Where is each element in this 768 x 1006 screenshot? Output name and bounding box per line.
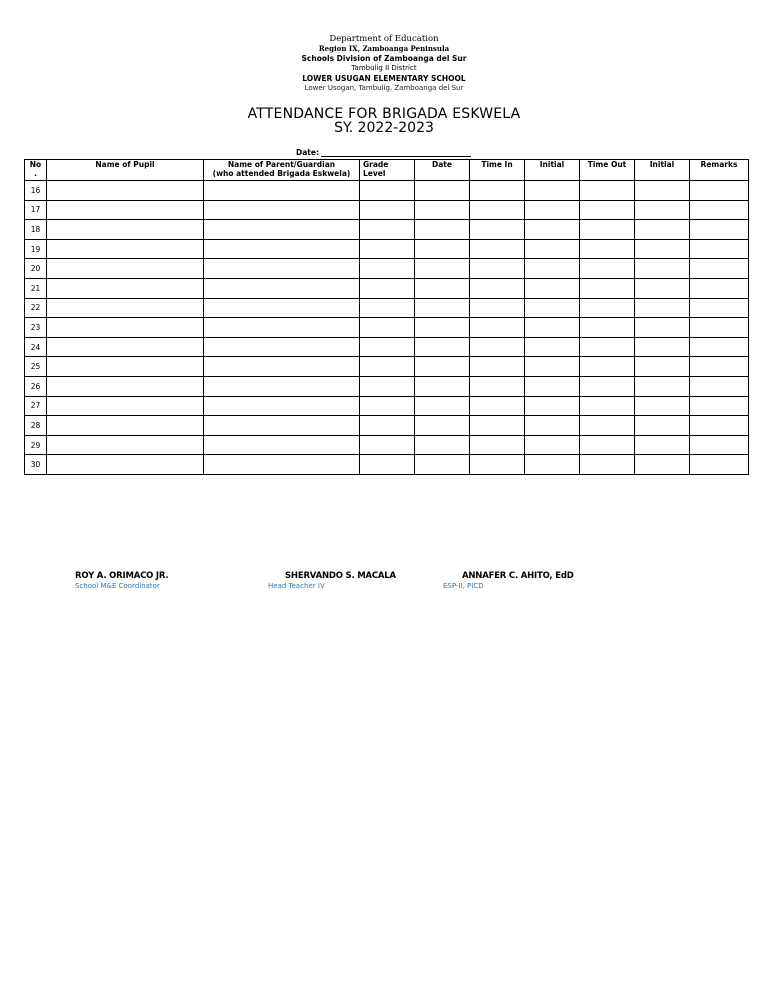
row-number: 29 xyxy=(25,435,47,455)
table-row xyxy=(25,455,749,475)
initial-in-cell xyxy=(525,181,580,201)
header-district: Tambulig II District xyxy=(351,64,417,72)
table-row xyxy=(25,239,749,259)
remarks-cell xyxy=(690,416,749,436)
col-header-grade-level: Grade Level xyxy=(360,160,415,181)
table-row xyxy=(25,181,749,201)
remarks-cell xyxy=(690,318,749,338)
row-number: 30 xyxy=(25,455,47,475)
parent-name-cell xyxy=(204,337,360,357)
date-cell xyxy=(415,220,470,240)
parent-name-cell xyxy=(204,278,360,298)
document-title: ATTENDANCE FOR BRIGADA ESKWELA xyxy=(247,106,521,122)
row-number: 22 xyxy=(25,298,47,318)
grade-level-cell xyxy=(360,357,415,377)
row-number: 21 xyxy=(25,278,47,298)
date-cell xyxy=(415,357,470,377)
time-out-cell xyxy=(580,376,635,396)
time-in-cell xyxy=(470,220,525,240)
initial-in-cell xyxy=(525,337,580,357)
date-cell xyxy=(415,455,470,475)
initial-in-cell xyxy=(525,318,580,338)
time-in-cell xyxy=(470,181,525,201)
remarks-cell xyxy=(690,298,749,318)
col-header-pupil: Name of Pupil xyxy=(47,160,204,181)
pupil-name-cell xyxy=(47,259,204,279)
pupil-name-cell xyxy=(47,416,204,436)
time-in-cell xyxy=(470,396,525,416)
header-department: Department of Education xyxy=(329,34,439,44)
remarks-cell xyxy=(690,455,749,475)
initial-in-cell xyxy=(525,376,580,396)
initial-out-cell xyxy=(635,318,690,338)
time-in-cell xyxy=(470,318,525,338)
time-in-cell xyxy=(470,416,525,436)
initial-out-cell xyxy=(635,200,690,220)
pupil-name-cell xyxy=(47,278,204,298)
parent-name-cell xyxy=(204,376,360,396)
table-row xyxy=(25,298,749,318)
grade-level-cell xyxy=(360,259,415,279)
remarks-cell xyxy=(690,357,749,377)
date-cell xyxy=(415,318,470,338)
initial-out-cell xyxy=(635,220,690,240)
time-in-cell xyxy=(470,337,525,357)
header-region: Region IX, Zamboanga Peninsula xyxy=(318,44,450,53)
grade-level-cell xyxy=(360,239,415,259)
initial-out-cell xyxy=(635,181,690,201)
col-header-remarks: Remarks xyxy=(690,160,749,181)
pupil-name-cell xyxy=(47,376,204,396)
time-out-cell xyxy=(580,357,635,377)
attendance-table xyxy=(24,159,749,475)
initial-out-cell xyxy=(635,259,690,279)
table-header-row xyxy=(25,160,749,181)
col-header-parent: Name of Parent/Guardian (who attended Brigada Eskwela) xyxy=(204,160,360,181)
pupil-name-cell xyxy=(47,239,204,259)
table-row xyxy=(25,376,749,396)
initial-out-cell xyxy=(635,435,690,455)
row-number: 19 xyxy=(25,239,47,259)
remarks-cell xyxy=(690,181,749,201)
col-header-initial-out: Initial xyxy=(635,160,690,181)
grade-level-cell xyxy=(360,278,415,298)
initial-in-cell xyxy=(525,416,580,436)
initial-in-cell xyxy=(525,455,580,475)
time-out-cell xyxy=(580,416,635,436)
pupil-name-cell xyxy=(47,435,204,455)
remarks-cell xyxy=(690,396,749,416)
initial-out-cell xyxy=(635,239,690,259)
pupil-name-cell xyxy=(47,220,204,240)
signatory-1 xyxy=(75,572,168,590)
row-number: 18 xyxy=(25,220,47,240)
time-out-cell xyxy=(580,278,635,298)
time-in-cell xyxy=(470,200,525,220)
remarks-cell xyxy=(690,220,749,240)
row-number: 16 xyxy=(25,181,47,201)
parent-name-cell xyxy=(204,357,360,377)
pupil-name-cell xyxy=(47,181,204,201)
initial-in-cell xyxy=(525,200,580,220)
pupil-name-cell xyxy=(47,298,204,318)
time-in-cell xyxy=(470,376,525,396)
time-out-cell xyxy=(580,220,635,240)
table-row xyxy=(25,357,749,377)
signatory-3-name: ANNAFER C. AHITO, EdD xyxy=(462,571,574,581)
date-cell xyxy=(415,337,470,357)
date-field xyxy=(296,148,471,157)
time-in-cell xyxy=(470,435,525,455)
time-in-cell xyxy=(470,298,525,318)
time-out-cell xyxy=(580,181,635,201)
initial-in-cell xyxy=(525,220,580,240)
parent-name-cell xyxy=(204,181,360,201)
header-address: Lower Usogan, Tambulig, Zamboanga del Sur xyxy=(304,84,464,92)
initial-in-cell xyxy=(525,357,580,377)
initial-in-cell xyxy=(525,396,580,416)
time-out-cell xyxy=(580,435,635,455)
time-out-cell xyxy=(580,239,635,259)
table-row xyxy=(25,396,749,416)
row-number: 23 xyxy=(25,318,47,338)
row-number: 20 xyxy=(25,259,47,279)
initial-out-cell xyxy=(635,278,690,298)
date-cell xyxy=(415,396,470,416)
grade-level-cell xyxy=(360,455,415,475)
parent-name-cell xyxy=(204,396,360,416)
signatory-1-name: ROY A. ORIMACO JR. xyxy=(75,571,169,581)
initial-out-cell xyxy=(635,396,690,416)
row-number: 28 xyxy=(25,416,47,436)
initial-in-cell xyxy=(525,298,580,318)
school-year: SY. 2022-2023 xyxy=(334,120,434,136)
time-out-cell xyxy=(580,337,635,357)
pupil-name-cell xyxy=(47,396,204,416)
table-row xyxy=(25,435,749,455)
pupil-name-cell xyxy=(47,200,204,220)
parent-name-cell xyxy=(204,200,360,220)
signatory-2-name: SHERVANDO S. MACALA xyxy=(285,571,396,581)
initial-out-cell xyxy=(635,357,690,377)
initial-out-cell xyxy=(635,416,690,436)
date-cell xyxy=(415,298,470,318)
parent-name-cell xyxy=(204,416,360,436)
grade-level-cell xyxy=(360,337,415,357)
date-cell xyxy=(415,278,470,298)
parent-name-cell xyxy=(204,239,360,259)
date-cell xyxy=(415,239,470,259)
col-header-time-in: Time In xyxy=(470,160,525,181)
pupil-name-cell xyxy=(47,455,204,475)
row-number: 26 xyxy=(25,376,47,396)
row-number: 24 xyxy=(25,337,47,357)
time-out-cell xyxy=(580,259,635,279)
time-out-cell xyxy=(580,455,635,475)
header-school: LOWER USUGAN ELEMENTARY SCHOOL xyxy=(302,74,466,83)
remarks-cell xyxy=(690,435,749,455)
signatory-3 xyxy=(443,572,574,590)
time-out-cell xyxy=(580,200,635,220)
remarks-cell xyxy=(690,259,749,279)
grade-level-cell xyxy=(360,376,415,396)
parent-name-cell xyxy=(204,298,360,318)
initial-out-cell xyxy=(635,455,690,475)
grade-level-cell xyxy=(360,416,415,436)
signatory-2-role: Head Teacher IV xyxy=(268,581,325,590)
col-header-date: Date xyxy=(415,160,470,181)
table-row xyxy=(25,220,749,240)
grade-level-cell xyxy=(360,318,415,338)
table-row xyxy=(25,416,749,436)
parent-name-cell xyxy=(204,259,360,279)
parent-name-cell xyxy=(204,318,360,338)
grade-level-cell xyxy=(360,298,415,318)
time-in-cell xyxy=(470,455,525,475)
initial-out-cell xyxy=(635,298,690,318)
pupil-name-cell xyxy=(47,318,204,338)
initial-out-cell xyxy=(635,337,690,357)
row-number: 27 xyxy=(25,396,47,416)
date-cell xyxy=(415,416,470,436)
grade-level-cell xyxy=(360,181,415,201)
initial-in-cell xyxy=(525,278,580,298)
remarks-cell xyxy=(690,239,749,259)
table-row xyxy=(25,318,749,338)
remarks-cell xyxy=(690,376,749,396)
time-out-cell xyxy=(580,298,635,318)
signatory-1-role: School M&E Coordinator xyxy=(75,581,160,590)
date-cell xyxy=(415,259,470,279)
grade-level-cell xyxy=(360,200,415,220)
time-out-cell xyxy=(580,396,635,416)
grade-level-cell xyxy=(360,396,415,416)
date-label: Date: xyxy=(296,148,319,157)
pupil-name-cell xyxy=(47,337,204,357)
time-in-cell xyxy=(470,239,525,259)
grade-level-cell xyxy=(360,220,415,240)
signatory-3-role: ESP-II, PICD xyxy=(443,581,484,590)
grade-level-cell xyxy=(360,435,415,455)
time-in-cell xyxy=(470,278,525,298)
col-header-no: No . xyxy=(25,160,47,181)
signatory-2 xyxy=(268,572,396,590)
parent-name-cell xyxy=(204,220,360,240)
remarks-cell xyxy=(690,337,749,357)
date-cell xyxy=(415,200,470,220)
pupil-name-cell xyxy=(47,357,204,377)
table-row xyxy=(25,259,749,279)
table-row xyxy=(25,200,749,220)
initial-out-cell xyxy=(635,376,690,396)
table-row xyxy=(25,278,749,298)
header-division: Schools Division of Zamboanga del Sur xyxy=(301,54,467,63)
parent-name-cell xyxy=(204,435,360,455)
time-in-cell xyxy=(470,259,525,279)
col-header-time-out: Time Out xyxy=(580,160,635,181)
col-header-initial-in: Initial xyxy=(525,160,580,181)
time-in-cell xyxy=(470,357,525,377)
date-cell xyxy=(415,181,470,201)
time-out-cell xyxy=(580,318,635,338)
table-row xyxy=(25,337,749,357)
initial-in-cell xyxy=(525,239,580,259)
date-cell xyxy=(415,435,470,455)
date-blank-line xyxy=(321,148,471,157)
remarks-cell xyxy=(690,200,749,220)
row-number: 25 xyxy=(25,357,47,377)
remarks-cell xyxy=(690,278,749,298)
row-number: 17 xyxy=(25,200,47,220)
initial-in-cell xyxy=(525,259,580,279)
date-cell xyxy=(415,376,470,396)
initial-in-cell xyxy=(525,435,580,455)
parent-name-cell xyxy=(204,455,360,475)
